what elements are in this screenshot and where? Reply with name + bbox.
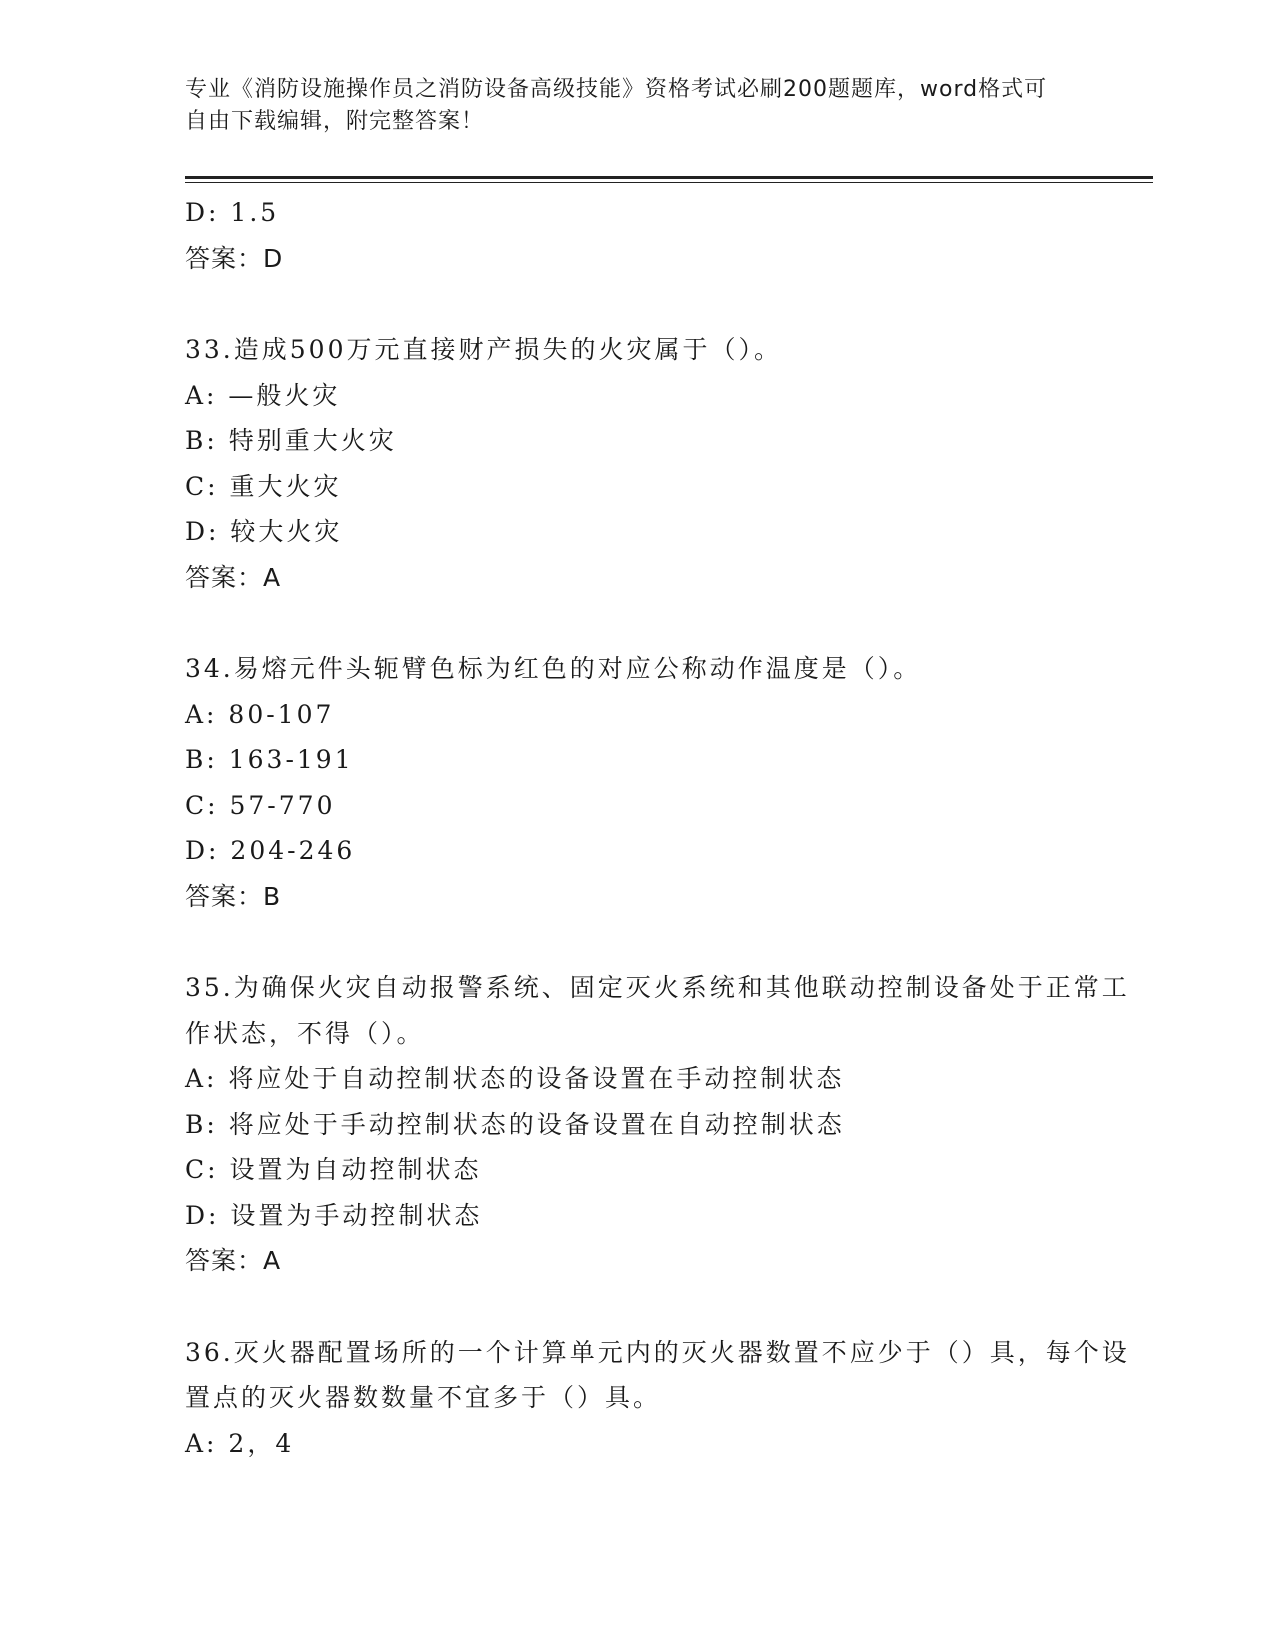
question-stem: 33.造成500万元直接财产损失的火灾属于（）。 [185, 335, 782, 364]
option-c: C: 重大火灾 [185, 471, 342, 501]
option-a: A: 80-107 [185, 699, 335, 729]
answer: 答案：A [185, 562, 282, 592]
option-b: B: 特别重大火灾 [185, 426, 397, 455]
question-stem: 36.灭火器配置场所的一个计算单元内的灭火器数置不应少于（）具，每个设置点的灭火器数数量不宜多于（）具。 [185, 1337, 1130, 1412]
answer: 答案：B [185, 881, 282, 911]
option-a: A: —般火灾 [185, 380, 341, 410]
header-divider-thick [185, 176, 1153, 179]
prev-option-d: D: 1.5 [185, 198, 280, 227]
option-d: D: 设置为手动控制状态 [185, 1200, 483, 1230]
option-c: C: 57-770 [185, 790, 336, 820]
option-c: C: 设置为自动控制状态 [185, 1155, 482, 1184]
question-stem: 35.为确保火灾自动报警系统、固定灭火系统和其他联动控制设备处于正常工作状态，不得（）。 [185, 973, 1130, 1048]
question-33 [185, 327, 1153, 600]
option-d: D: 204-246 [185, 836, 356, 865]
document-header: 专业《消防设施操作员之消防设备高级技能》资格考试必刷200题题库，word格式可自由下载编辑，附完整答案！ [185, 77, 1048, 134]
question-34 [185, 646, 1153, 919]
option-b: B: 163-191 [185, 745, 354, 774]
option-b: B: 将应处于手动控制状态的设备设置在自动控制状态 [185, 1109, 845, 1139]
question-stem: 34.易熔元件头轭臂色标为红色的对应公称动作温度是（）。 [185, 654, 922, 683]
option-a: A: 将应处于自动控制状态的设备设置在手动控制状态 [185, 1064, 845, 1093]
header-divider-thin [185, 182, 1153, 183]
question-36 [185, 1330, 1153, 1467]
option-a: A: 2，4 [185, 1428, 295, 1458]
question-35 [185, 965, 1153, 1284]
answer: 答案：A [185, 1246, 282, 1275]
question-content [185, 190, 1153, 1466]
option-d: D: 较大火灾 [185, 517, 343, 546]
prev-answer: 答案：D [185, 243, 284, 273]
